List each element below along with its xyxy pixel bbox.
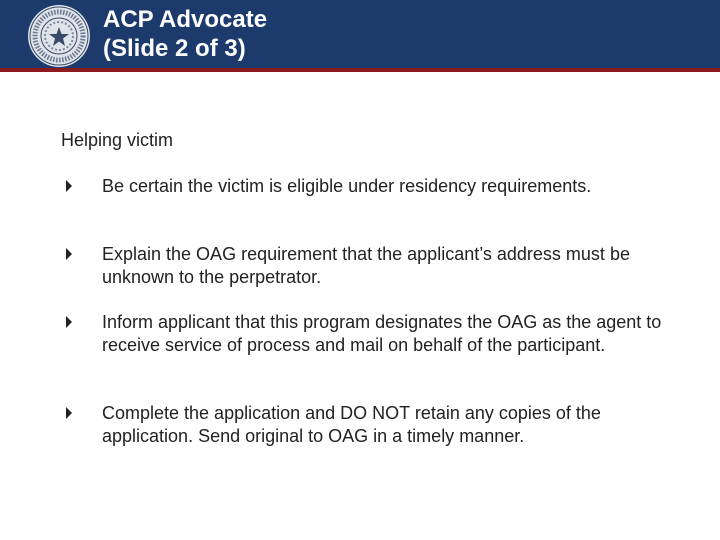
bullet-text: Complete the application and DO NOT retain any copies of the application. Send original to OAG in a timely manner. <box>102 403 601 446</box>
bullet-text: Explain the OAG requirement that the applicant’s address must be unknown to the perpetrator. <box>102 244 630 287</box>
bullet-text: Inform applicant that this program designates the OAG as the agent to receive service of process and mail on behalf of the participant. <box>102 312 662 355</box>
title-line-1: ACP Advocate <box>103 6 268 33</box>
bullet-item <box>66 402 666 448</box>
slide-title <box>103 5 267 63</box>
title-line-2: (Slide 2 of 3) <box>103 35 246 62</box>
bullet-text: Be certain the victim is eligible under residency requirements. <box>102 176 592 196</box>
bullet-item <box>66 311 666 357</box>
arrow-bullet-icon <box>66 407 72 419</box>
arrow-bullet-icon <box>66 248 72 260</box>
attorney-general-seal-logo <box>27 4 91 68</box>
subtitle: Helping victim <box>61 130 174 150</box>
header-rule <box>0 68 720 72</box>
arrow-bullet-icon <box>66 316 72 328</box>
bullet-item <box>66 175 666 198</box>
bullet-item <box>66 243 666 289</box>
arrow-bullet-icon <box>66 180 72 192</box>
